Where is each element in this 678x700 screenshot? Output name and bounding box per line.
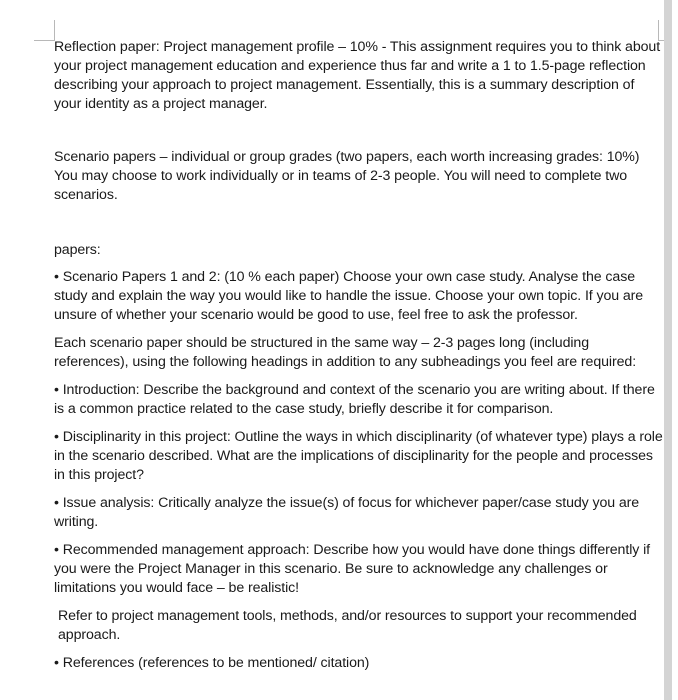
margin-corner-mark-top-left	[34, 20, 55, 41]
paragraph-papers-heading: papers:	[54, 242, 101, 258]
bullet-issue-analysis: • Issue analysis: Critically analyze the issue(s) of focus for whichever paper/case study you are writing.	[54, 495, 640, 530]
paragraph-structure: Each scenario paper should be structured in the same way – 2-3 pages long (including references), using the following headings in addition to any subheadings you feel are required:	[54, 335, 637, 370]
bullet-disciplinarity: • Disciplinarity in this project: Outline the ways in which disciplinarity (of whatever type) plays a role in the scenario described. What are the implications of disciplinarity for the people and processes in this project?	[54, 429, 663, 483]
bullet-introduction: • Introduction: Describe the background and context of the scenario you are writing about. If there is a common practice related to the case study, briefly describe it for comparison.	[54, 382, 655, 417]
paragraph-refer-tools: Refer to project management tools, methods, and/or resources to support your recommended approach.	[58, 608, 637, 643]
bullet-references: • References (references to be mentioned/ citation)	[54, 655, 370, 671]
bullet-recommended-approach: • Recommended management approach: Describe how you would have done things differently if you were the Project Manager in this scenario. Be sure to acknowledge any challenges or limitations you would face – be realistic!	[54, 542, 650, 596]
document-body	[54, 38, 664, 673]
paragraph-reflection-paper: Reflection paper: Project management profile – 10% - This assignment requires you to think about your project management education and experience thus far and write a 1 to 1.5-page reflection describing your approach to project management. Essentially, this is a summary description of your identity as a project manager.	[54, 39, 661, 112]
paragraph-scenario-papers: Scenario papers – individual or group grades (two papers, each worth increasing grades: 10%) You may choose to work individually or in teams of 2-3 people. You will need to complete two scenarios.	[54, 149, 640, 203]
vertical-scrollbar[interactable]	[664, 0, 672, 700]
bullet-scenario-papers-1-2: • Scenario Papers 1 and 2: (10 % each paper) Choose your own case study. Analyse the case study and explain the way you would like to handle the issue. Choose your own topic. If you are unsure of whether your scenario would be good to use, feel free to ask the professor.	[54, 269, 644, 323]
